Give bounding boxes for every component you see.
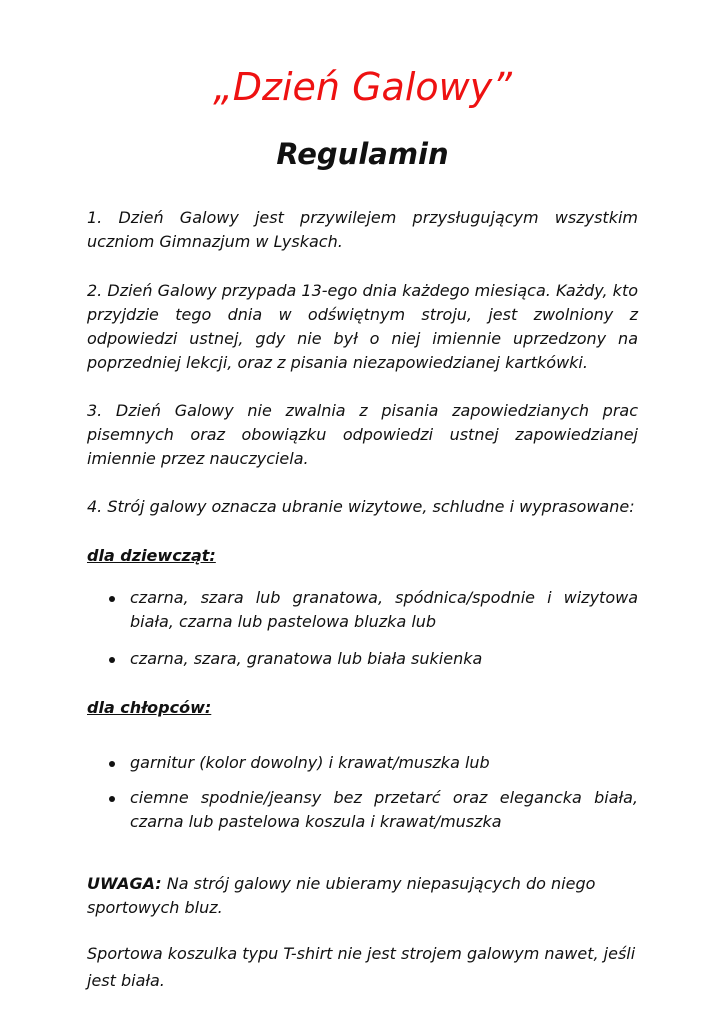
girls-list: [87, 586, 638, 671]
bullet-icon: [109, 596, 115, 602]
document-title: „Dzień Galowy”: [213, 65, 512, 109]
closing-note: Sportowa koszulka typu T-shirt nie jest strojem galowym nawet, jeśli jest biała.: [87, 944, 636, 990]
list-item: [87, 786, 638, 834]
boys-heading: dla chłopców:: [87, 698, 212, 717]
list-item-text: czarna, szara, granatowa lub biała sukienka: [130, 649, 483, 668]
bullet-icon: [109, 796, 115, 802]
rule-paragraph-1: 1. Dzień Galowy jest przywilejem przysługującym wszystkim uczniom Gimnazjum w Lyskach.: [87, 208, 638, 251]
list-item-text: garnitur (kolor dowolny) i krawat/muszka lub: [130, 753, 490, 772]
boys-list: [87, 751, 638, 834]
list-item: [87, 751, 638, 775]
rule-paragraph-4: 4. Strój galowy oznacza ubranie wizytowe, schludne i wyprasowane:: [87, 497, 635, 516]
rule-paragraph-2: 2. Dzień Galowy przypada 13-ego dnia każdego miesiąca. Każdy, kto przyjdzie tego dnia w odświętnym stroju, jest zwolniony z odpowiedzi ustnej, gdy nie był o niej imiennie uprzedzony na poprzedniej lekcji, oraz z pisania niezapowiedzianej kartkówki.: [87, 281, 638, 372]
list-item: [87, 586, 638, 634]
warning-label: UWAGA:: [87, 874, 162, 893]
girls-heading: dla dziewcząt:: [87, 546, 216, 565]
list-item-text: czarna, szara lub granatowa, spódnica/spodnie i wizytowa biała, czarna lub pastelowa bluzka lub: [130, 588, 638, 631]
document-subtitle: Regulamin: [276, 137, 449, 171]
list-item: [87, 647, 638, 671]
warning-note: [87, 872, 638, 920]
bullet-icon: [109, 657, 115, 663]
document-body: [87, 206, 638, 994]
list-item-text: ciemne spodnie/jeansy bez przetarć oraz elegancka biała, czarna lub pastelowa koszula i krawat/muszka: [130, 788, 638, 831]
bullet-icon: [109, 761, 115, 767]
rule-paragraph-3: 3. Dzień Galowy nie zwalnia z pisania zapowiedzianych prac pisemnych oraz obowiązku odpowiedzi ustnej zapowiedzianej imiennie przez nauczyciela.: [87, 401, 638, 468]
warning-text: Na strój galowy nie ubieramy niepasujących do niego sportowych bluz.: [87, 874, 596, 917]
